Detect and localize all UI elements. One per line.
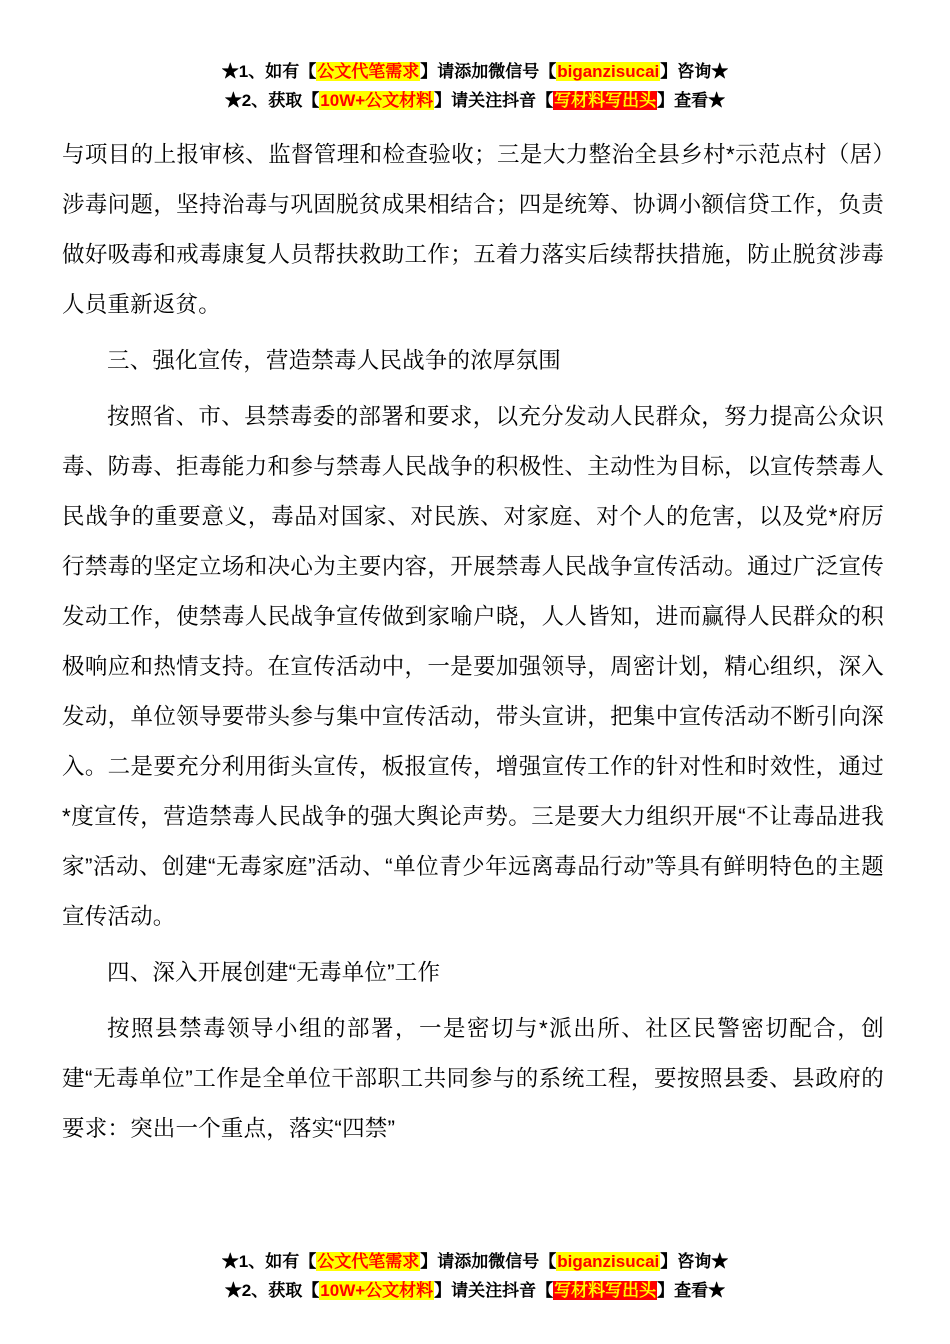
paragraph-publicity: 按照省、市、县禁毒委的部署和要求，以充分发动人民群众，努力提高公众识毒、防毒、拒毒能力和参与禁毒人民战争的积极性、主动性为目标，以宣传禁毒人民战争的重要意义，毒品对国家、对民族、对家庭、对个人的危害，以及党*府厉行禁毒的坚定立场和决心为主要内容，开展禁毒人民战争宣传活动。通过广泛宣传发动工作，使禁毒人民战争宣传做到家喻户晓，人人皆知，进而赢得人民群众的积极响应和热情支持。在宣传活动中，一是要加强领导，周密计划，精心组织，深入发动，单位领导要带头参与集中宣传活动，带头宣讲，把集中宣传活动不断引向深入。二是要充分利用街头宣传，板报宣传，增强宣传工作的针对性和时效性，通过*度宣传，营造禁毒人民战争的强大舆论声势。三是要大力组织开展“不让毒品进我家”活动、创建“无毒家庭”活动、“单位青少年远离毒品行动”等具有鲜明特色的主题宣传活动。 xyxy=(62,403,884,929)
promo-top-line-2-suffix: 】查看★ xyxy=(657,90,726,110)
promo-bottom-line-1-suffix: 】咨询★ xyxy=(660,1252,729,1272)
promo-bottom-line-1 xyxy=(0,1248,950,1277)
promo-top-line-2-mid: 】请关注抖音【 xyxy=(434,90,554,110)
heading-section-three: 三、强化宣传，营造禁毒人民战争的浓厚氛围 xyxy=(107,347,562,373)
promo-bottom-line-2-suffix: 】查看★ xyxy=(657,1281,726,1301)
promo-top-line-2-highlight-1: 10W+公文材料 xyxy=(320,90,434,110)
promo-bottom-line-2-prefix: ★2、获取【 xyxy=(224,1281,320,1301)
promo-bottom-line-1-highlight-1: 公文代笔需求 xyxy=(317,1252,420,1272)
promo-top-line-1-mid: 】请添加微信号【 xyxy=(420,62,557,81)
promo-top-line-1-suffix: 】咨询★ xyxy=(660,62,729,81)
promo-bottom-line-2-mid: 】请关注抖音【 xyxy=(434,1281,554,1301)
promo-top-line-1-prefix: ★1、如有【 xyxy=(221,62,317,81)
promo-banner-top xyxy=(0,0,950,116)
promo-bottom-line-2-highlight-1: 10W+公文材料 xyxy=(320,1281,434,1301)
promo-top-line-2 xyxy=(0,87,950,116)
promo-bottom-line-2-highlight-2: 写材料写出头 xyxy=(554,1281,657,1301)
promo-bottom-line-1-mid: 】请添加微信号【 xyxy=(420,1252,557,1272)
paragraph-continued: 与项目的上报审核、监督管理和检查验收；三是大力整治全县乡村*示范点村（居）涉毒问题，坚持治毒与巩固脱贫成果相结合；四是统筹、协调小额信贷工作，负责做好吸毒和戒毒康复人员帮扶救助工作；五着力落实后续帮扶措施，防止脱贫涉毒人员重新返贫。 xyxy=(62,141,884,317)
promo-top-line-1 xyxy=(0,58,950,87)
heading-section-four: 四、深入开展创建“无毒单位”工作 xyxy=(107,959,441,985)
promo-banner-bottom xyxy=(0,1248,950,1344)
document-body xyxy=(0,116,950,1160)
promo-top-line-1-highlight-2: biganzisucai xyxy=(557,62,660,81)
promo-top-line-1-highlight-1: 公文代笔需求 xyxy=(317,62,420,81)
paragraph-drugfree-unit: 按照县禁毒领导小组的部署，一是密切与*派出所、社区民警密切配合，创建“无毒单位”工作是全单位干部职工共同参与的系统工程，要按照县委、县政府的要求：突出一个重点，落实“四禁” xyxy=(62,1015,884,1141)
promo-bottom-line-2 xyxy=(0,1277,950,1306)
promo-top-line-2-highlight-2: 写材料写出头 xyxy=(554,90,657,110)
promo-bottom-line-1-prefix: ★1、如有【 xyxy=(221,1252,317,1272)
promo-bottom-line-1-highlight-2: biganzisucai xyxy=(557,1252,660,1272)
promo-top-line-2-prefix: ★2、获取【 xyxy=(224,90,320,110)
